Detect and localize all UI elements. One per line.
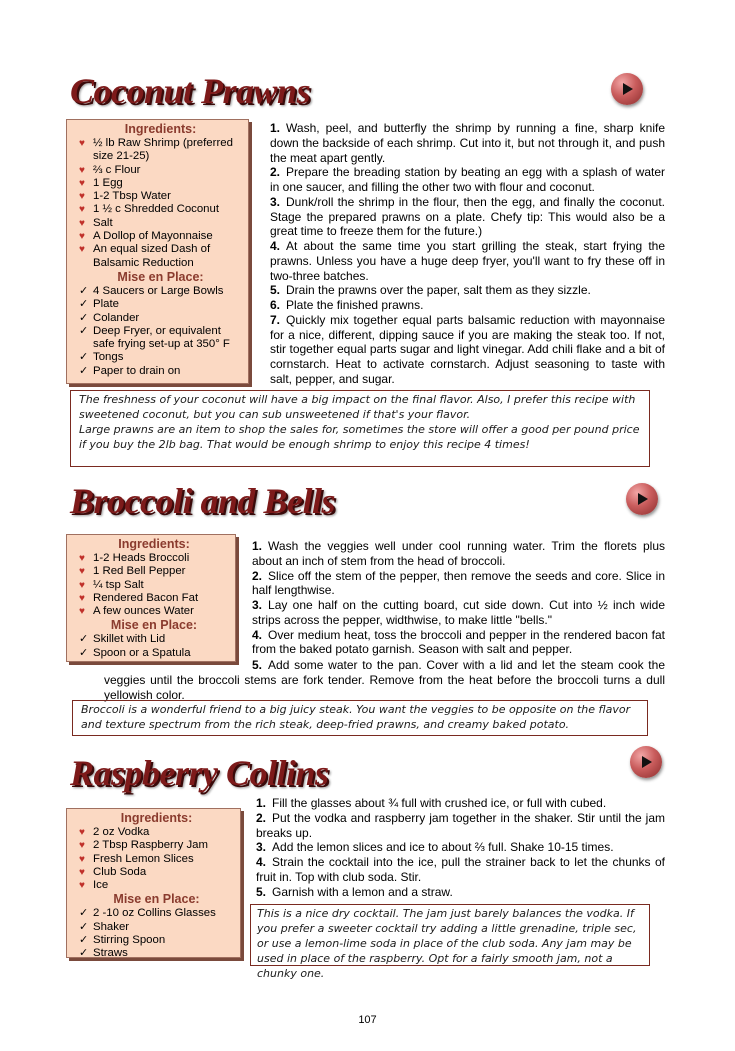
step-number: 1. [252,539,263,553]
ingredients-box [66,808,241,958]
note-text: Large prawns are an item to shop the sales for, sometimes the store will offer a good per pound price if you buy the 2lb bag. That would be enough shrimp to enjoy this recipe 4 times! [79,423,640,451]
ingredient-item: ♥ 1-2 Heads Broccoli [79,552,229,565]
mise-heading: Mise en Place: [110,618,198,633]
directions-continued [104,658,665,702]
directions [252,539,665,657]
recipe-title: Broccoli and Bells [70,481,336,521]
mise-item: ✓ Deep Fryer, or equivalent safe frying set-up at 350° F [79,325,242,352]
mise-list [79,285,242,378]
mise-item: ✓ Colander [79,312,242,325]
step-number: 4. [252,627,263,642]
mise-list [79,633,229,660]
step-text: Wash the veggies well under cool running water. Trim the florets plus about an inch of stem from the head of broccoli. [252,539,665,568]
ingredients-list [79,137,242,270]
mise-item: ✓ Paper to drain on [79,365,242,378]
step-number: 2. [270,165,281,180]
step-number: 2. [256,810,267,825]
directions [256,796,665,899]
mise-item: ✓ Shaker [79,921,234,934]
step-text: Drain the prawns over the paper, salt them as they sizzle. [286,283,591,298]
step [270,283,665,298]
step-number: 4. [256,855,267,869]
step [252,598,665,628]
step-number: 3. [252,598,263,612]
step [252,569,665,599]
step-number: 5. [252,658,263,672]
ingredients-box [66,119,249,384]
mise-heading: Mise en Place: [117,269,204,284]
ingredient-item: ♥ 1-2 Tbsp Water [79,190,242,203]
step [270,239,665,283]
mise-heading: Mise en Place: [113,892,200,907]
step-text: Dunk/roll the shrimp in the flour, then the egg, and finally the coconut. Stage the prepared prawns on a plate. Chefy tip: This would also be a great time to freeze them for the future.) [270,194,665,239]
ingredient-item: ♥ Club Soda [79,866,234,879]
ingredients-heading: Ingredients: [118,537,190,551]
mise-item: ✓ Stirring Spoon [79,934,234,947]
step-number: 3. [256,840,267,855]
step-text: Quickly mix together equal parts balsamic reduction with mayonnaise for a nice, different, dipping sauce if you are making the steak too. If not, stir together equal parts sugar and light vinegar. Add chili flake and a bit of cornstarch. Heat to activate cornstarch. Adjust seasoning to taste with salt, pepper, and sugar. [270,312,665,386]
ingredients-list [79,826,234,892]
ingredient-item: ♥ A few ounces Water [79,605,229,618]
ingredient-item: ♥ ⅔ c Flour [79,164,242,177]
ingredient-item: ♥ ¼ tsp Salt [79,579,229,592]
step-number: 7. [270,312,281,327]
mise-list [79,907,234,960]
step-text: Prepare the breading station by beating an egg with a splash of water in one saucer, and filling the other two with flour and coconut. [270,165,665,194]
step-text: At about the same time you start grilling the steak, start frying the prawns. Unless you have a huge deep fryer, you'll want to fry these off in two-three batches. [270,239,665,283]
step [256,811,665,841]
chef-note [72,700,648,736]
step-text: Put the vodka and raspberry jam together in the shaker. Stir until the jam breaks up. [256,810,665,840]
step-text: Lay one half on the cutting board, cut side down. Cut into ½ inch wide strips across the pepper, widthwise, to make little "bells." [252,598,665,627]
play-button-icon[interactable] [626,483,658,515]
note-text: The freshness of your coconut will have a big impact on the final flavor. Also, I prefer this recipe with sweetened coconut, but you can sub unsweetened if that's your flavor. [79,393,636,421]
mise-item: ✓ Spoon or a Spatula [79,647,229,660]
step [104,658,665,702]
ingredient-item: ♥ 1 Red Bell Pepper [79,565,229,578]
page-number: 107 [358,1014,377,1026]
step [256,840,665,855]
recipe-title: Coconut Prawns [70,71,311,111]
step [270,121,665,165]
step-text: Add the lemon slices and ice to about ⅔ full. Shake 10-15 times. [272,840,614,855]
note-text: This is a nice dry cocktail. The jam just barely balances the vodka. If you prefer a sweeter cocktail try adding a little grenadine, triple sec, or use a lemon-lime soda in place of the club soda. Any jam may be used in place of the raspberry. Opt for a fairly smooth jam, not a chunky one. [257,907,637,980]
ingredient-item: ♥ Salt [79,217,242,230]
step [270,298,665,313]
ingredient-item: ♥ Ice [79,879,234,892]
ingredient-item: ♥ Rendered Bacon Fat [79,592,229,605]
step [270,195,665,239]
step-text: Slice off the stem of the pepper, then remove the seeds and core. Slice in half lengthwise. [252,568,665,598]
directions [270,121,665,387]
step [252,628,665,658]
ingredient-item: ♥ Fresh Lemon Slices [79,853,234,866]
step-number: 1. [270,121,281,135]
ingredient-item: ♥ 1 ½ c Shredded Coconut [79,203,242,216]
step-number: 6. [270,298,281,312]
step [270,313,665,387]
note-text: Broccoli is a wonderful friend to a big juicy steak. You want the veggies to be opposite on the flavor and texture spectrum from the rich steak, deep-fried prawns, and creamy baked potato. [81,703,631,731]
chef-note [250,904,650,980]
step-text: Garnish with a lemon and a straw. [272,884,453,899]
step-text: Wash, peel, and butterfly the shrimp by running a fine, sharp knife down the backside of each shrimp. Cut into it, but not through it, and push the meat apart gently. [270,121,665,165]
step [256,796,665,811]
chef-note [70,390,650,467]
step [256,885,665,900]
ingredient-item: ♥ 2 oz Vodka [79,826,234,839]
step-text: Strain the cocktail into the ice, pull the strainer back to let the chunks of fruit in. Top with club soda. Stir. [256,855,665,884]
mise-item: ✓ Plate [79,298,242,311]
mise-item: ✓ 4 Saucers or Large Bowls [79,285,242,298]
play-button-icon[interactable] [630,746,662,778]
step [256,855,665,885]
ingredients-box [66,534,236,662]
step-number: 1. [256,796,267,810]
ingredient-item: ♥ 2 Tbsp Raspberry Jam [79,839,234,852]
ingredients-heading: Ingredients: [120,811,193,825]
mise-item: ✓ 2 -10 oz Collins Glasses [79,907,234,920]
ingredient-item: ♥ An equal sized Dash of Balsamic Reduction [79,243,242,270]
ingredients-heading: Ingredients: [124,122,197,136]
mise-item: ✓ Skillet with Lid [79,633,229,646]
ingredient-item: ♥ 1 Egg [79,177,242,190]
step [270,165,665,195]
step-text: Fill the glasses about ¾ full with crushed ice, or full with cubed. [272,796,607,810]
mise-item: ✓ Straws [79,947,234,960]
step [252,539,665,569]
recipe-title: Raspberry Collins [70,753,329,793]
ingredient-item: ♥ A Dollop of Mayonnaise [79,230,242,243]
step-text: Add some water to the pan. Cover with a lid and let the steam cook the veggies until the broccoli stems are fork tender. Remove from the heat before the broccoli turns a dull yellowish color. [104,658,665,702]
step-number: 4. [270,239,281,253]
step-number: 5. [270,283,281,298]
step-number: 3. [270,194,281,209]
step-text: Over medium heat, toss the broccoli and pepper in the rendered bacon fat from the baked potato garnish. Season with salt and pepper. [252,627,665,657]
ingredients-list [79,552,229,618]
step-number: 5. [256,884,267,899]
play-button-icon[interactable] [611,73,643,105]
ingredient-item: ♥ ½ lb Raw Shrimp (preferred size 21-25) [79,137,242,164]
mise-item: ✓ Tongs [79,351,242,364]
step-number: 2. [252,568,263,583]
step-text: Plate the finished prawns. [286,298,424,312]
